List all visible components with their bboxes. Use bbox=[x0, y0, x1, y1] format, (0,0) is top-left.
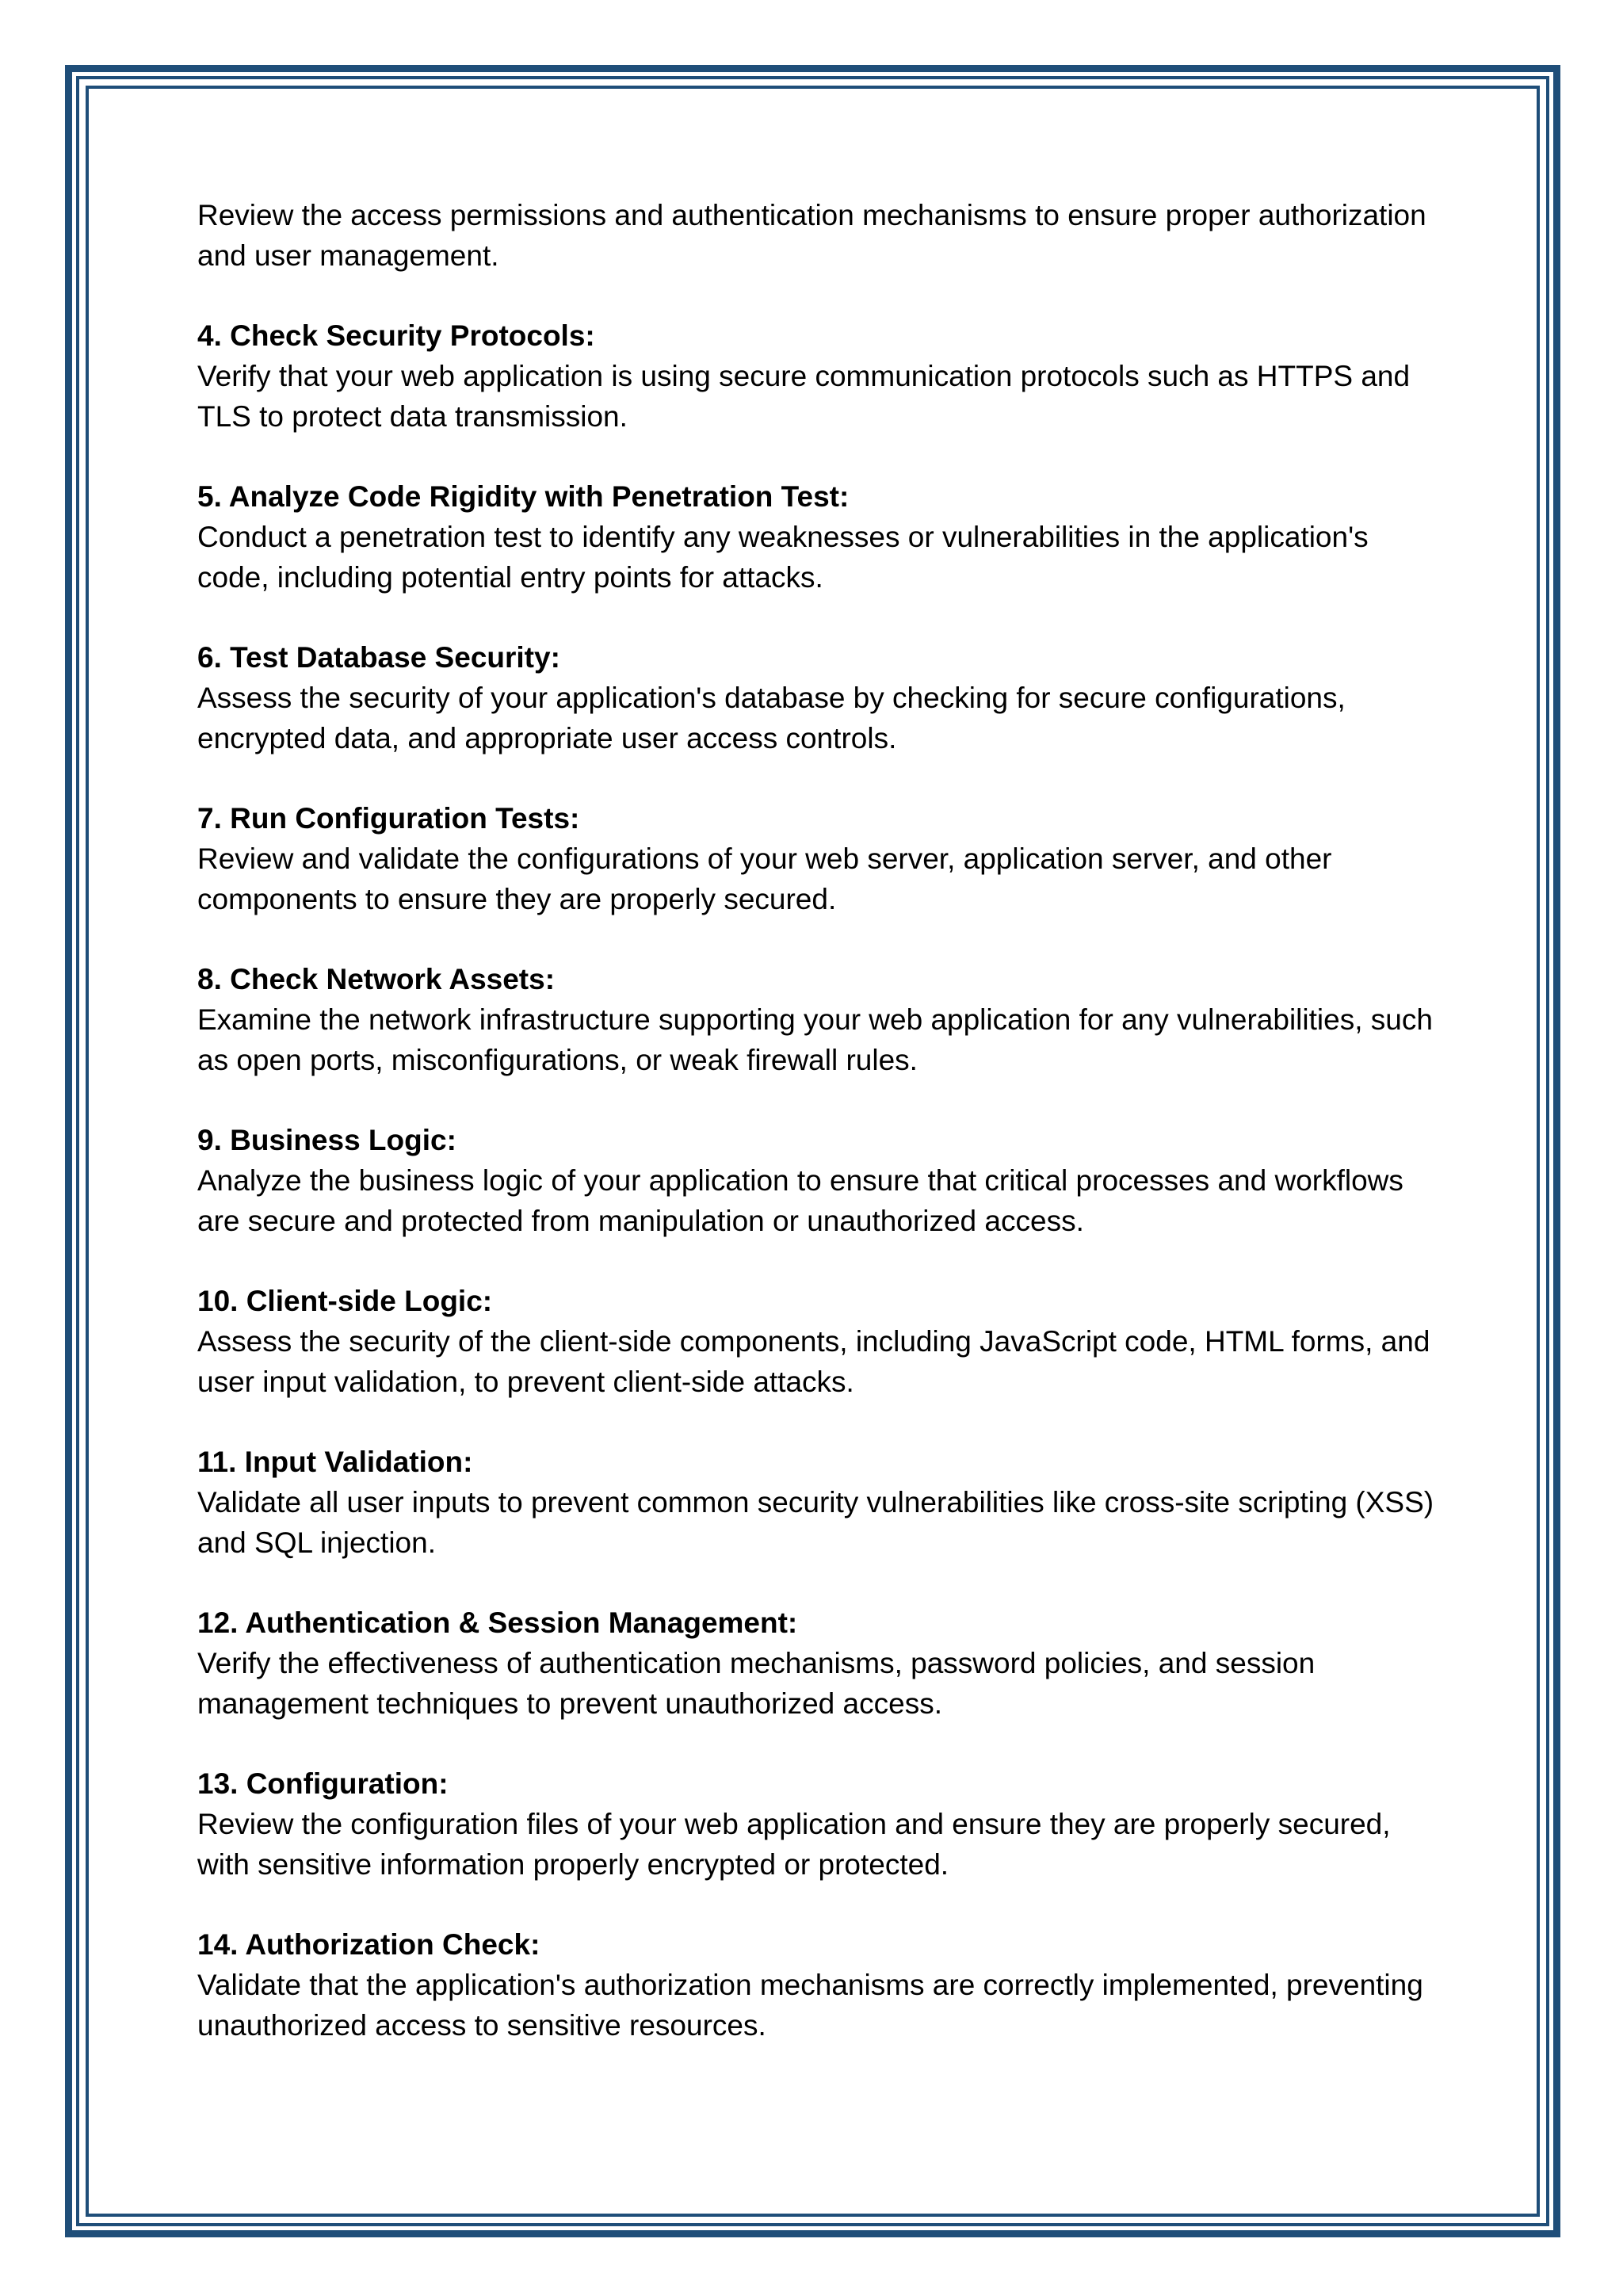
section-text: Assess the security of your application's database by checking for secure configurations, encrypted data, and appropriate user access controls. bbox=[197, 682, 1346, 755]
section-heading: 4. Check Security Protocols: bbox=[197, 319, 595, 352]
section-client-side-logic bbox=[197, 1281, 1442, 1402]
section-text: Conduct a penetration test to identify any weaknesses or vulnerabilities in the application's code, including potential entry points for attacks. bbox=[197, 521, 1369, 594]
section-database-security bbox=[197, 637, 1442, 758]
intro-paragraph: Review the access permissions and authentication mechanisms to ensure proper authorization and user management. bbox=[197, 199, 1426, 272]
section-text: Analyze the business logic of your application to ensure that critical processes and workflows are secure and protected from manipulation or unauthorized access. bbox=[197, 1164, 1403, 1237]
section-text: Verify that your web application is using secure communication protocols such as HTTPS and TLS to protect data transmission. bbox=[197, 360, 1411, 433]
section-security-protocols bbox=[197, 315, 1442, 437]
section-heading: 5. Analyze Code Rigidity with Penetration Test: bbox=[197, 480, 850, 513]
section-heading: 9. Business Logic: bbox=[197, 1124, 456, 1156]
section-penetration-test bbox=[197, 476, 1442, 598]
section-heading: 14. Authorization Check: bbox=[197, 1928, 540, 1961]
section-text: Review the configuration files of your web application and ensure they are properly secured, with sensitive information properly encrypted or protected. bbox=[197, 1808, 1391, 1881]
section-text: Assess the security of the client-side components, including JavaScript code, HTML forms, and user input validation, to prevent client-side attacks. bbox=[197, 1325, 1430, 1398]
section-authentication-session bbox=[197, 1603, 1442, 1724]
section-configuration-tests bbox=[197, 798, 1442, 919]
section-text: Validate that the application's authorization mechanisms are correctly implemented, preventing unauthorized access to sensitive resources. bbox=[197, 1969, 1423, 2042]
section-text: Review and validate the configurations of your web server, application server, and other components to ensure they are properly secured. bbox=[197, 842, 1332, 915]
section-heading: 11. Input Validation: bbox=[197, 1446, 473, 1478]
section-heading: 8. Check Network Assets: bbox=[197, 963, 556, 995]
section-configuration bbox=[197, 1763, 1442, 1885]
section-heading: 13. Configuration: bbox=[197, 1767, 449, 1800]
document-body bbox=[197, 195, 1442, 2085]
section-heading: 12. Authentication & Session Management: bbox=[197, 1606, 798, 1639]
section-text: Examine the network infrastructure supporting your web application for any vulnerabilities, such as open ports, misconfigurations, or weak firewall rules. bbox=[197, 1003, 1433, 1076]
section-text: Verify the effectiveness of authentication mechanisms, password policies, and session management techniques to prevent unauthorized access. bbox=[197, 1647, 1316, 1720]
section-network-assets bbox=[197, 959, 1442, 1080]
section-heading: 10. Client-side Logic: bbox=[197, 1285, 493, 1317]
section-text: Validate all user inputs to prevent common security vulnerabilities like cross-site scripting (XSS) and SQL injection. bbox=[197, 1486, 1434, 1559]
section-heading: 6. Test Database Security: bbox=[197, 641, 560, 674]
section-heading: 7. Run Configuration Tests: bbox=[197, 802, 580, 835]
section-input-validation bbox=[197, 1442, 1442, 1563]
section-business-logic bbox=[197, 1120, 1442, 1241]
section-authorization-check bbox=[197, 1924, 1442, 2046]
